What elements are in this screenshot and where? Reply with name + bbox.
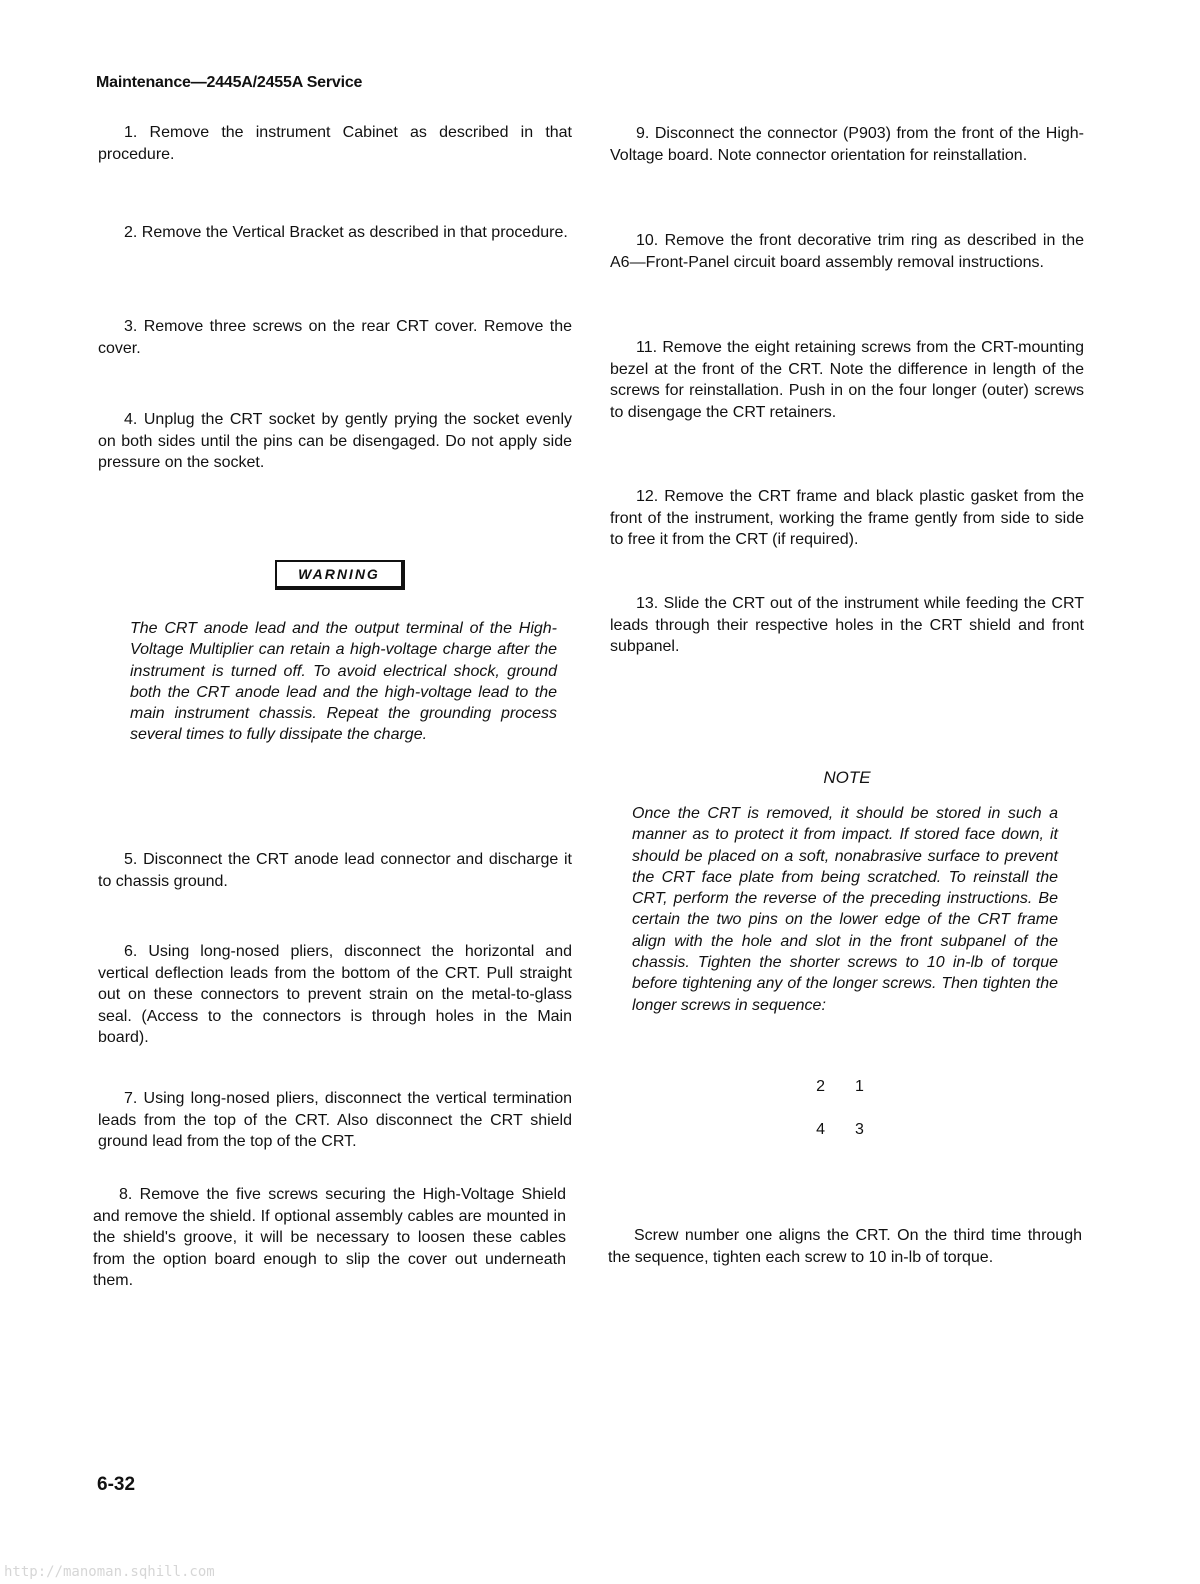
step-8: 8. Remove the five screws securing the High-Voltage Shield and remove the shield. If optional assembly cables are mounted in the shield's groove, it will be necessary to loosen these cables from the option board enough to slip the cover out underneath them.	[93, 1186, 566, 1289]
step-12: 12. Remove the CRT frame and black plastic gasket from the front of the instrument, working the frame gently from side to side to free it from the CRT (if required).	[610, 488, 1084, 548]
step-7: 7. Using long-nosed pliers, disconnect the vertical termination leads from the top of the CRT. Also disconnect the CRT shield ground lead from the top of the CRT.	[98, 1090, 572, 1150]
watermark: http://manoman.sqhill.com	[4, 1564, 215, 1580]
warning-text: The CRT anode lead and the output terminal of the High-Voltage Multiplier can retain a high-voltage charge after the instrument is turned off. To avoid electrical shock, ground both the CRT anode lead and the high-voltage lead to the main instrument chassis. Repeat the grounding process several times to fully dissipate the charge.	[130, 620, 557, 744]
screw-number: 4	[816, 1121, 825, 1138]
step-2: 2. Remove the Vertical Bracket as described in that procedure.	[124, 224, 568, 241]
step-13: 13. Slide the CRT out of the instrument while feeding the CRT leads through their respective holes in the CRT shield and front subpanel.	[610, 595, 1084, 655]
screw-number: 1	[855, 1078, 864, 1095]
screw-number: 2	[816, 1078, 825, 1095]
step-10: 10. Remove the front decorative trim ring as described in the A6—Front-Panel circuit board assembly removal instructions.	[610, 232, 1084, 271]
warning-label: WARNING	[275, 560, 405, 590]
note-text: Once the CRT is removed, it should be stored in such a manner as to protect it from impact. If stored face down, it should be placed on a soft, nonabrasive surface to prevent the CRT face plate from being scratched. To reinstall the CRT, perform the reverse of the preceding instructions. Be certain the two pins on the lower edge of the CRT frame align with the hole and slot in the front subpanel of the chassis. Tighten the shorter screws to 10 in-lb of torque before tightening any of the longer screws. Then tighten the longer screws in sequence:	[632, 805, 1058, 1014]
screw-number: 3	[855, 1121, 864, 1138]
page-number: 6-32	[97, 1474, 136, 1495]
step-6: 6. Using long-nosed pliers, disconnect the horizontal and vertical deflection leads from the bottom of the CRT. Pull straight out on these connectors to prevent strain on the metal-to-glass seal. (Access to the connectors is through holes in the Main board).	[98, 943, 572, 1046]
closing-paragraph: Screw number one aligns the CRT. On the third time through the sequence, tighten each screw to 10 in-lb of torque.	[608, 1227, 1082, 1266]
step-9: 9. Disconnect the connector (P903) from the front of the High-Voltage board. Note connector orientation for reinstallation.	[610, 125, 1084, 164]
screw-sequence-row-2	[790, 1121, 890, 1139]
step-3: 3. Remove three screws on the rear CRT cover. Remove the cover.	[98, 318, 572, 357]
step-4: 4. Unplug the CRT socket by gently prying the socket evenly on both sides until the pins can be disengaged. Do not apply side pressure on the socket.	[98, 411, 572, 471]
page-header: Maintenance—2445A/2455A Service	[96, 74, 363, 91]
step-5: 5. Disconnect the CRT anode lead connector and discharge it to chassis ground.	[98, 851, 572, 890]
screw-sequence-row-1	[790, 1078, 890, 1096]
step-1: 1. Remove the instrument Cabinet as described in that procedure.	[98, 124, 572, 163]
note-title: NOTE	[823, 768, 871, 787]
step-11: 11. Remove the eight retaining screws from the CRT-mounting bezel at the front of the CRT. Note the difference in length of the screws for reinstallation. Push in on the four longer (outer) screws to disengage the CRT retainers.	[610, 339, 1084, 421]
